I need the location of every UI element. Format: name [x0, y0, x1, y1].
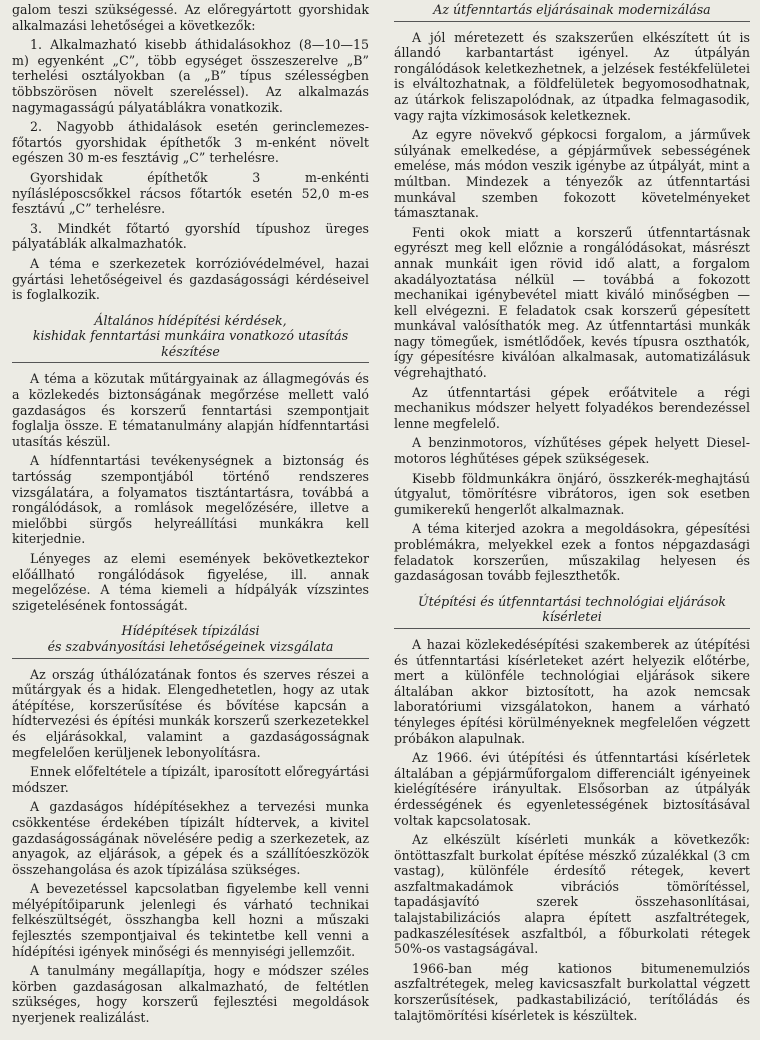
- heading-line: kishidak fenntartási munkáira vonatkozó utasítás: [32, 328, 349, 344]
- paragraph: Kisebb földmunkákra önjáró, összkerék-meghajtású útgyalut, tömörítésre vibrátoros, igen sok esetben gumikerekű hengerlőt alkalmaznak.: [394, 470, 750, 517]
- paragraph: A téma e szerkezetek korrózióvédelmével, hazai gyártási lehetőségeivel és gazdaságossági kérdéseivel is foglalkozik.: [12, 255, 369, 303]
- paragraph: A tanulmány megállapítja, hogy e módszer széles körben gazdaságosan alkalmazható, de feltétlen szükséges, hogy korszerű fejlesztési megoldások nyerjenek realizálást.: [12, 963, 369, 1026]
- paragraph: Az 1966. évi útépítési és útfenntartási kísérletek általában a gépjárműforgalom differenciált igényeinek kielégítésére irányultak. Elsősorban az útpályák érdességének és egyenletességének biztosításával voltak kapcsolatosak.: [394, 750, 750, 828]
- heading-line: és szabványosítási lehetőségeinek vizsgálata: [47, 638, 334, 654]
- paragraph: 1966-ban még kationos bitumenemulziós aszfaltrétegek, meleg kavicsaszfalt burkolattal végzett korszerűsítések, padkastabilizáció, terítőládás és talajtömörítési kísérletek is készültek.: [394, 960, 750, 1023]
- heading-line: kísérletei: [542, 609, 602, 625]
- right-column: [394, 2, 750, 1027]
- paragraph: A téma kiterjed azokra a megoldásokra, gépesítési problémákra, melyekkel ezek a fontos népgazdasági feladatok korszerűen, műszakilag helyesen és gazdaságosan tovább fejleszthetők.: [394, 521, 750, 584]
- heading-line: Útépítési és útfenntartási technológiai eljárások: [417, 593, 726, 609]
- section-heading: [394, 594, 750, 629]
- section-heading: [12, 623, 369, 658]
- section-heading: [394, 2, 750, 22]
- paragraph: Az ország úthálózatának fontos és szerves részei a műtárgyak és a hidak. Elengedhetetlen, hogy az utak átépítése, korszerűsítése és bővítése kapcsán a hídtervezési és építési munkák korszerű szerkezetekkel és eljárásokkal, valamint a gazdaságosságnak megfelelően kerüljenek lebonyolításra.: [12, 666, 369, 760]
- paragraph: Az elkészült kísérleti munkák a következők: öntöttaszfalt burkolat építése mészkő zúzalékkal (3 cm vastag), különféle érdesítő rétegek, kevert aszfaltmakadámok vibrációs tömörítéssel, tapadásjavító szerek összehasonlításai, talajstabilizációs alapra épített aszfaltrétegek, padkaszélesítések aszfaltból, a főburkolati rétegek 50%-os vastagságával.: [394, 832, 750, 957]
- paragraph: A hídfenntartási tevékenységnek a biztonság és tartósság szempontjából történő rendszeres vizsgálatára, a folyamatos tisztántartásra, továbbá a rongálódások, a romlások megelőzésére, illetve a mielőbbi sürgős helyreállítási munkákra kell kiterjednie.: [12, 453, 369, 547]
- paragraph: galom teszi szükségessé. Az előregyártott gyorshidak alkalmazási lehetőségei a következők:: [12, 2, 369, 33]
- paragraph: A bevezetéssel kapcsolatban figyelembe kell venni mélyépítőiparunk jelenlegi és várható technikai felkészültségét, összhangba kell hozni a műszaki fejlesztés szempontjaival és tekintetbe kell venni a hídépítési igények minőségi és mennyiségi jellemzőit.: [12, 881, 369, 959]
- heading-line: Az útfenntartás eljárásainak modernizálása: [433, 2, 711, 17]
- section-heading: [12, 313, 369, 364]
- paragraph: 1. Alkalmazható kisebb áthidalásokhoz (8—10—15 m) egyenként „C”, több egységet összeszerelve „B” terhelési osztályokban (a „B” típus szélességben többszörösen növelt szereléssel). Az alkalmazás nagymagasságú pályatáblákra vonatkozik.: [12, 37, 369, 115]
- paragraph: Fenti okok miatt a korszerű útfenntartásnak egyrészt meg kell előznie a rongálódásokat, másrészt annak munkáit igen rövid idő alatt, a forgalom akadályoztatása nélkül — továbbá a fokozott mechanikai igénybevétel miatt kiváló minőségben — kell elvégezni. E feladatok csak korszerű gépesített munkával valósíthatók meg. Az útfenntartási munkák nagy tömegűek, ismétlődőek, kevés típusra oszthatók, így gépesítésre kiválóan alkalmasak, automatizálásuk végrehajtható.: [394, 224, 750, 381]
- heading-line: készítése: [161, 343, 220, 359]
- left-column: [12, 2, 369, 1030]
- paragraph: A jól méretezett és szakszerűen elkészített út is állandó karbantartást igényel. Az útpályán rongálódások keletkezhetnek, a jelzések festékfelületei is elváltozhatnak, a földfelületek begyomosodhatnak, az útárkok feliszapolódnak, az útpadka felmagasodik, vagy rajta vízkimosások keletkeznek.: [394, 29, 750, 123]
- paragraph: A téma a közutak műtárgyainak az állagmegóvás és a közlekedés biztonságának megőrzése mellett való gazdaságos és korszerű fenntartási szempontjait foglalja össze. E tématanulmány alapján hídfenntartási utasítás készül.: [12, 371, 369, 449]
- heading-line: Általános hídépítési kérdések,: [94, 312, 287, 328]
- paragraph: Ennek előfeltétele a típizált, iparosított előregyártási módszer.: [12, 764, 369, 795]
- paragraph: A hazai közlekedésépítési szakemberek az útépítési és útfenntartási kísérleteket azért helyezik előtérbe, mert a különféle technológiai eljárások sikere általában akkor biztosított, ha azok nemcsak laboratóriumi vizsgálatokon, hanem a várható tényleges építési körülményeknek megfelelően végzett próbákon alapulnak.: [394, 636, 750, 746]
- paragraph: A benzinmotoros, vízhűtéses gépek helyett Diesel-motoros léghűtéses gépek szükségesek.: [394, 435, 750, 467]
- paragraph: 3. Mindkét főtartó gyorshíd típushoz üreges pályatáblák alkalmazhatók.: [12, 220, 369, 252]
- paragraph: Az útfenntartási gépek erőátvitele a régi mechanikus módszer helyett folyadékos berendezéssel lenne megfelelő.: [394, 384, 750, 431]
- paragraph: 2. Nagyobb áthidalások esetén gerinclemezes-főtartós gyorshidak építhetők 3 m-enként növelt egészen 30 m-es fesztávig „C” terhelésre.: [12, 119, 369, 166]
- paragraph: Gyorshidak építhetők 3 m-enkénti nyílásléposcsőkkel rácsos főtartók esetén 52,0 m-es fesztávú „C” terhelésre.: [12, 169, 369, 217]
- heading-line: Hídépítések típizálási: [121, 623, 260, 639]
- paragraph: A gazdaságos hídépítésekhez a tervezési munka csökkentése érdekében típizált hídtervek, a kivitel gazdaságosságának növelésére pedig a szerkezetek, az anyagok, az eljárások, a gépek és a szállítóeszközök összehangolása és azok típizálása szükséges.: [12, 799, 369, 877]
- paragraph: Az egyre növekvő gépkocsi forgalom, a járművek súlyának emelkedése, a gépjárművek sebességének emelése, más módon veszik igénybe az útpályát, mint a múltban. Mindezek a tényezők az útfenntartási munkával szemben fokozott követelményeket támasztanak.: [394, 127, 750, 221]
- paragraph: Lényeges az elemi események bekövetkeztekor előállható rongálódások figyelése, ill. annak megelőzése. A téma kiemeli a hídpályák vízszintes szigetelésének fontosságát.: [12, 551, 369, 613]
